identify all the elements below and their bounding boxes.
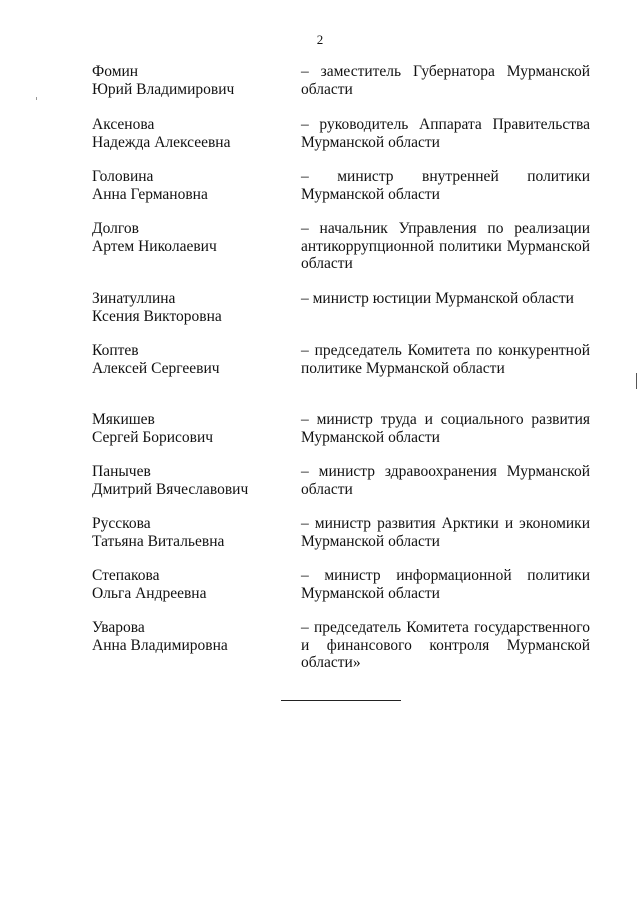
position-line: – руководитель Аппарата Правительства [301,116,590,133]
position-line: – министр юстиции Мурманской области [301,290,574,307]
position-line: – председатель Комитета по конкурентной [301,342,590,359]
position-title [301,567,590,602]
surname: Долгов [92,220,139,237]
position-line: области [301,255,353,272]
position-title [301,116,590,151]
person-name [92,567,272,602]
position-line: – председатель Комитета государственного [301,619,590,636]
scan-margin-mark [636,373,637,389]
given-names: Алексей Сергеевич [92,359,220,377]
position-line: – заместитель Губернатора Мурманской [301,63,590,80]
given-names: Анна Владимировна [92,636,228,654]
position-line: и финансового контроля Мурманской [301,636,590,654]
position-title [301,220,590,273]
person-name [92,619,272,654]
surname: Головина [92,168,154,185]
surname: Уварова [92,619,145,636]
person-name [92,168,272,203]
surname: Фомин [92,63,139,80]
given-names: Ольга Андреевна [92,584,207,602]
person-name [92,63,272,98]
person-name [92,463,272,498]
given-names: Ксения Викторовна [92,307,222,325]
position-title [301,619,590,672]
position-line: – министр развития Арктики и экономики [301,515,590,532]
position-line: области [301,480,353,498]
position-line: области» [301,654,361,671]
surname: Русскова [92,515,151,532]
surname: Степакова [92,567,160,584]
position-line: политике Мурманской области [301,359,505,377]
end-of-list-rule [281,700,401,701]
position-line: Мурманской области [301,584,440,602]
position-title [301,463,590,498]
position-line: – министр труда и социального развития [301,411,590,428]
given-names: Анна Германовна [92,185,208,203]
position-line: Мурманской области [301,428,440,446]
position-title [301,411,590,446]
position-line: Мурманской области [301,185,440,203]
position-title [301,63,590,98]
given-names: Дмитрий Вячеславович [92,480,249,498]
page-number: 2 [316,32,324,47]
surname: Мякишев [92,411,155,428]
given-names: Юрий Владимирович [92,80,235,98]
position-line: – министр здравоохранения Мурманской [301,463,590,480]
position-line: – министр информационной политики [301,567,590,584]
position-line: антикоррупционной политики Мурманской [301,237,590,255]
given-names: Артем Николаевич [92,237,217,255]
position-title [301,168,590,203]
given-names: Сергей Борисович [92,428,214,446]
position-line: – министр внутренней политики [301,168,590,185]
position-line: – начальник Управления по реализации [301,220,590,237]
person-name [92,342,272,377]
surname: Панычев [92,463,151,480]
person-name [92,116,272,151]
person-name [92,290,272,325]
position-line: Мурманской области [301,532,440,550]
position-title [301,290,590,308]
surname: Коптев [92,342,139,359]
position-title [301,342,590,377]
given-names: Татьяна Витальевна [92,532,225,550]
given-names: Надежда Алексеевна [92,133,231,151]
person-name [92,220,272,255]
person-name [92,515,272,550]
scan-artifact-dot [36,97,37,100]
person-name [92,411,272,446]
position-line: области [301,80,353,98]
surname: Зинатуллина [92,290,176,307]
position-title [301,515,590,550]
surname: Аксенова [92,116,155,133]
position-line: Мурманской области [301,133,440,151]
